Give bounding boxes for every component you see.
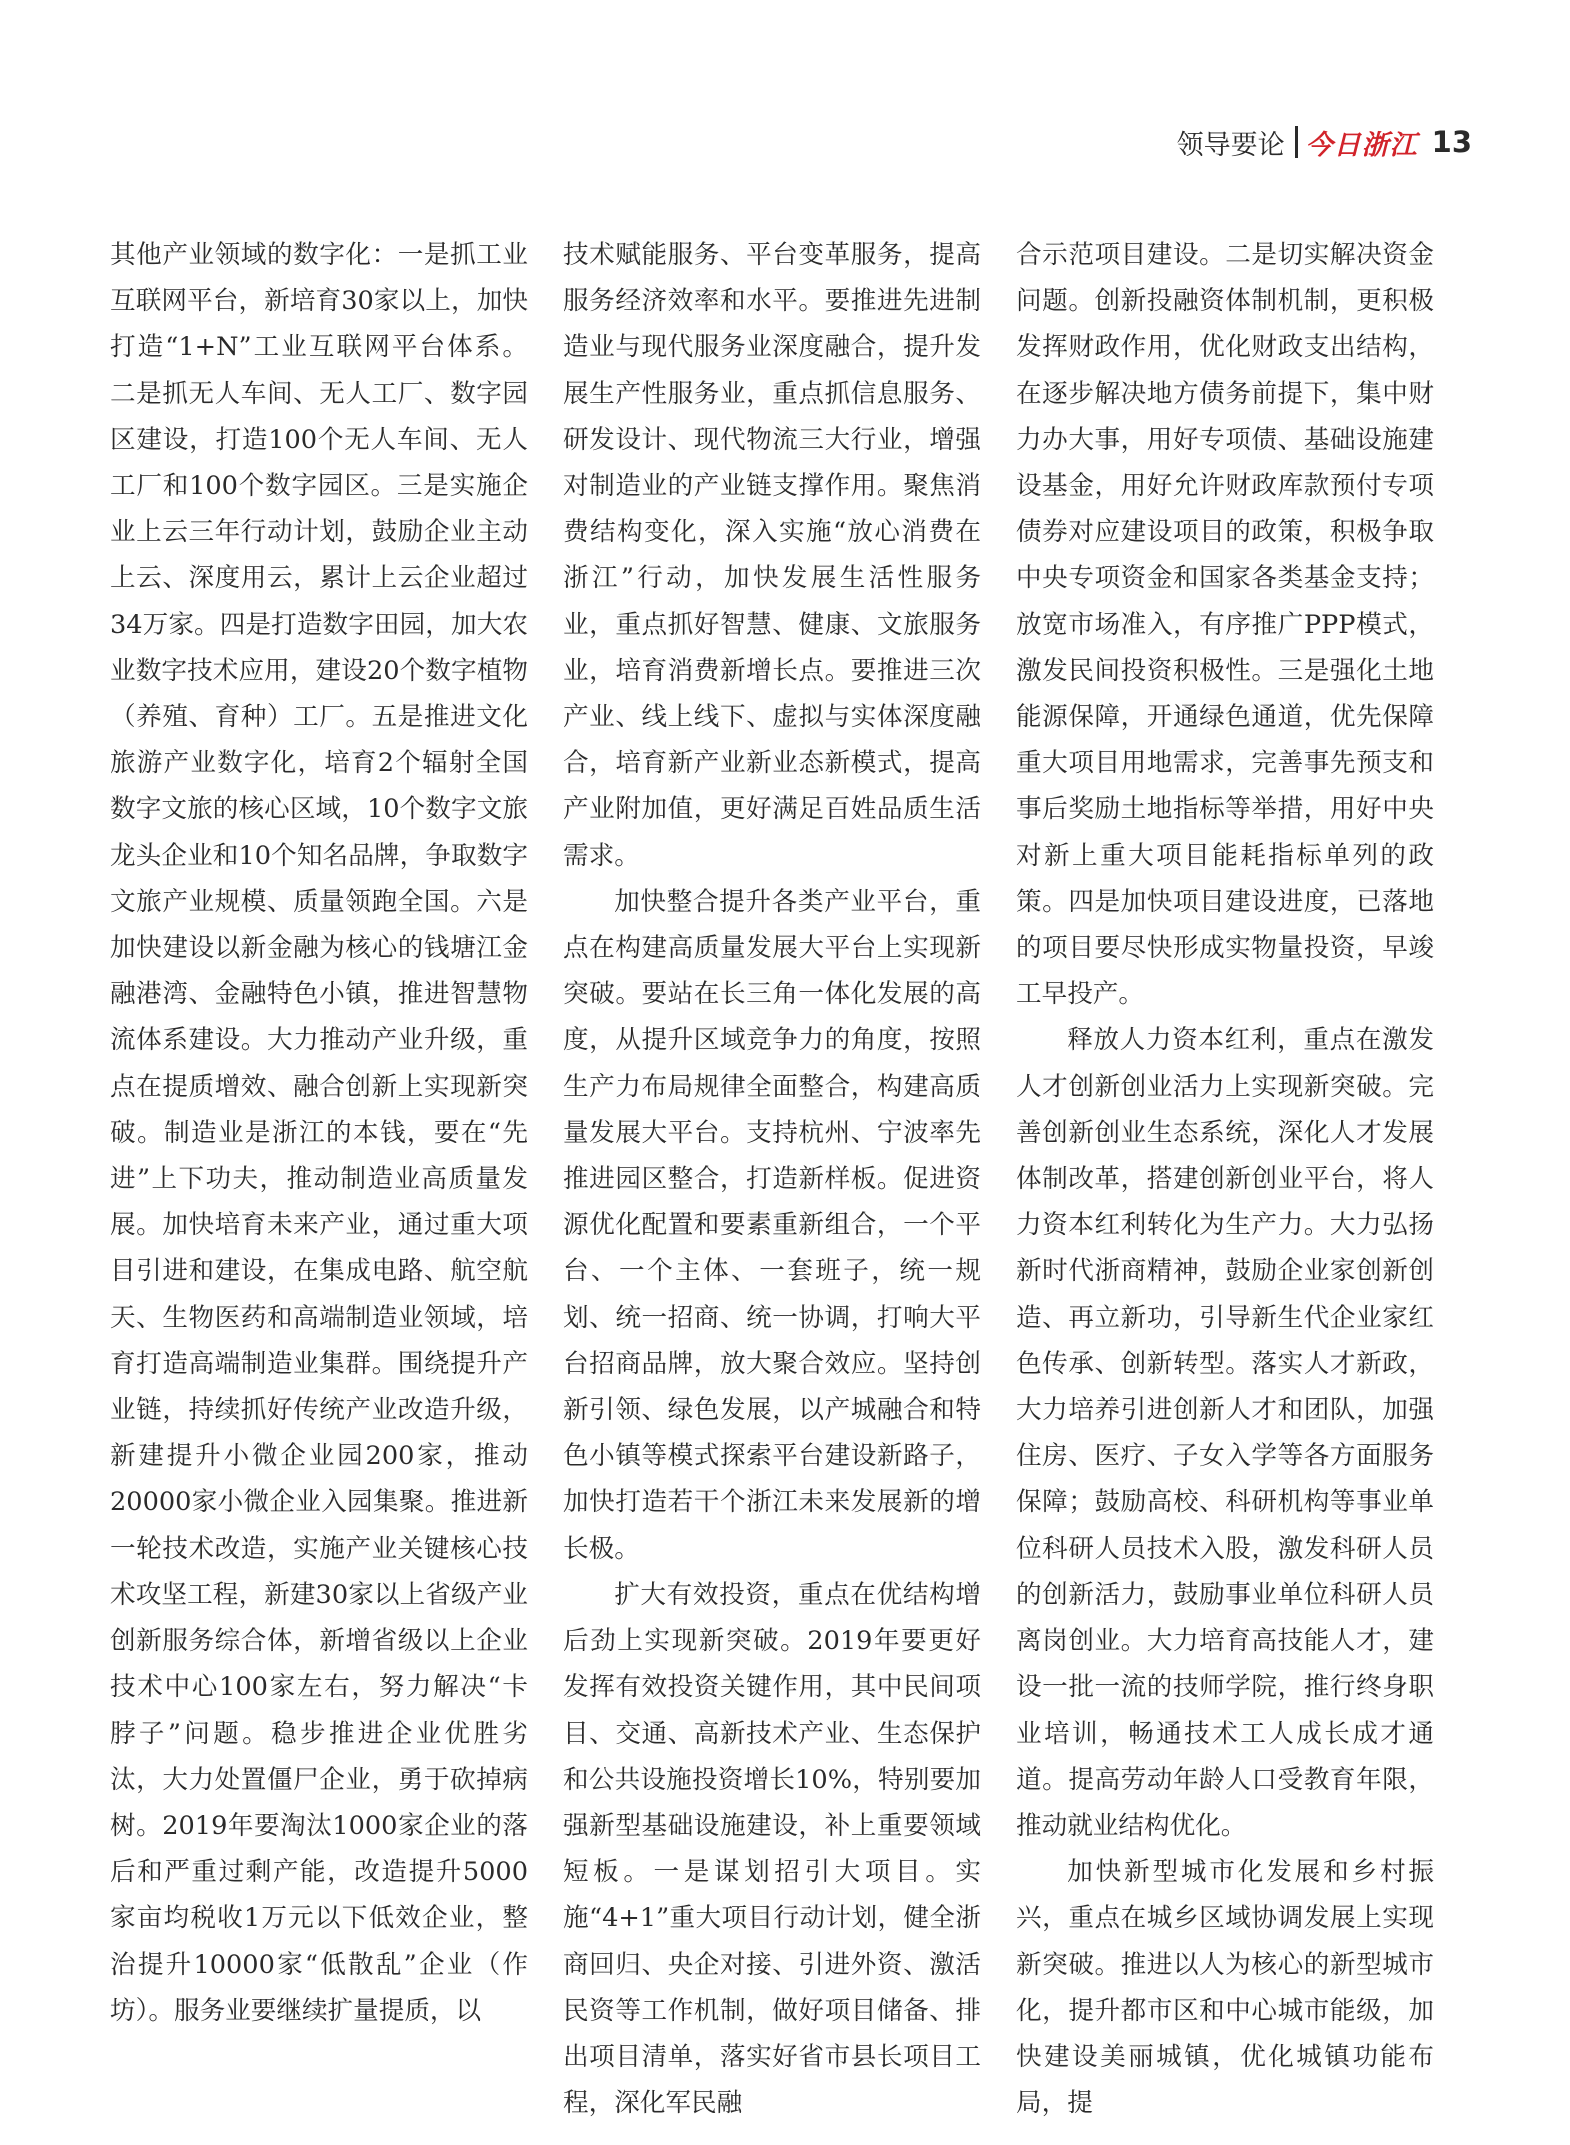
text-column-2 (563, 232, 981, 2126)
paragraph: 加快新型城市化发展和乡村振兴，重点在城乡区域协调发展上实现新突破。推进以人为核心的新型城市化，提升都市区和中心城市能级，加快建设美丽城镇，优化城镇功能布局，提 (1016, 1857, 1434, 2119)
header-divider (1295, 126, 1298, 158)
paragraph: 技术赋能服务、平台变革服务，提高服务经济效率和水平。要推进先进制造业与现代服务业深度融合，提升发展生产性服务业，重点抓信息服务、研发设计、现代物流三大行业，增强对制造业的产业链支撑作用。聚焦消费结构变化，深入实施“放心消费在浙江”行动，加快发展生活性服务业，重点抓好智慧、健康、文旅服务业，培育消费新增长点。要推进三次产业、线上线下、虚拟与实体深度融合，培育新产业新业态新模式，提高产业附加值，更好满足百姓品质生活需求。 (563, 240, 981, 871)
magazine-logo: 今日浙江 (1305, 129, 1418, 161)
text-column-1 (110, 232, 528, 2034)
paragraph: 加快整合提升各类产业平台，重点在构建高质量发展大平台上实现新突破。要站在长三角一体化发展的高度，从提升区域竞争力的角度，按照生产力布局规律全面整合，构建高质量发展大平台。支持杭州、宁波率先推进园区整合，打造新样板。促进资源优化配置和要素重新组合，一个平台、一个主体、一套班子，统一规划、统一招商、统一协调，打响大平台招商品牌，放大聚合效应。坚持创新引领、绿色发展，以产城融合和特色小镇等模式探索平台建设新路子，加快打造若干个浙江未来发展新的增长极。 (563, 886, 981, 1564)
page-number: 13 (1431, 125, 1472, 159)
paragraph: 合示范项目建设。二是切实解决资金问题。创新投融资体制机制，更积极发挥财政作用，优化财政支出结构，在逐步解决地方债务前提下，集中财力办大事，用好专项债、基础设施建设基金，用好允许财政库款预付专项债券对应建设项目的政策，积极争取中央专项资金和国家各类基金支持；放宽市场准入，有序推广PPP模式，激发民间投资积极性。三是强化土地能源保障，开通绿色通道，优先保障重大项目用地需求，完善事先预支和事后奖励土地指标等举措，用好中央对新上重大项目能耗指标单列的政策。四是加快项目建设进度，已落地的项目要尽快形成实物量投资，早竣工早投产。 (1016, 240, 1434, 1010)
page-header (1177, 118, 1472, 166)
paragraph: 扩大有效投资，重点在优结构增后劲上实现新突破。2019年要更好发挥有效投资关键作用，其中民间项目、交通、高新技术产业、生态保护和公共设施投资增长10%，特别要加强新型基础设施建设，补上重要领域短板。一是谋划招引大项目。实施“4+1”重大项目行动计划，健全浙商回归、央企对接、引进外资、激活民资等工作机制，做好项目储备、排出项目清单，落实好省市县长项目工程，深化军民融 (563, 1579, 981, 2119)
paragraph: 其他产业领域的数字化：一是抓工业互联网平台，新培育30家以上，加快打造“1+N”工业互联网平台体系。二是抓无人车间、无人工厂、数字园区建设，打造100个无人车间、无人工厂和100个数字园区。三是实施企业上云三年行动计划，鼓励企业主动上云、深度用云，累计上云企业超过34万家。四是打造数字田园，加大农业数字技术应用，建设20个数字植物（养殖、育种）工厂。五是推进文化旅游产业数字化，培育2个辐射全国数字文旅的核心区域，10个数字文旅龙头企业和10个知名品牌，争取数字文旅产业规模、质量领跑全国。六是加快建设以新金融为核心的钱塘江金融港湾、金融特色小镇，推进智慧物流体系建设。大力推动产业升级，重点在提质增效、融合创新上实现新突破。制造业是浙江的本钱，要在“先进”上下功夫，推动制造业高质量发展。加快培育未来产业，通过重大项目引进和建设，在集成电路、航空航天、生物医药和高端制造业领域，培育打造高端制造业集群。围绕提升产业链，持续抓好传统产业改造升级，新建提升小微企业园200家，推动20000家小微企业入园集聚。推进新一轮技术改造，实施产业关键核心技术攻坚工程，新建30家以上省级产业创新服务综合体，新增省级以上企业技术中心100家左右，努力解决“卡脖子”问题。稳步推进企业优胜劣汰，大力处置僵尸企业，勇于砍掉病树。2019年要淘汰1000家企业的落后和严重过剩产能，改造提升5000家亩均税收1万元以下低效企业，整治提升10000家“低散乱”企业（作坊）。服务业要继续扩量提质，以 (110, 240, 528, 2026)
paragraph: 释放人力资本红利，重点在激发人才创新创业活力上实现新突破。完善创新创业生态系统，深化人才发展体制改革，搭建创新创业平台，将人力资本红利转化为生产力。大力弘扬新时代浙商精神，鼓励企业家创新创造、再立新功，引导新生代企业家红色传承、创新转型。落实人才新政，大力培养引进创新人才和团队，加强住房、医疗、子女入学等各方面服务保障；鼓励高校、科研机构等事业单位科研人员技术入股，激发科研人员的创新活力，鼓励事业单位科研人员离岗创业。大力培育高技能人才，建设一批一流的技师学院，推行终身职业培训，畅通技术工人成长成才通道。提高劳动年龄人口受教育年限，推动就业结构优化。 (1016, 1025, 1434, 1841)
text-column-3 (1016, 232, 1434, 2126)
section-title: 领导要论 (1176, 129, 1285, 161)
